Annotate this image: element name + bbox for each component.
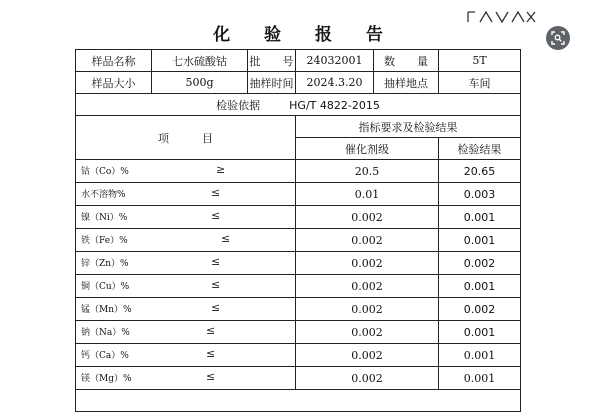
table-row [76,367,521,390]
item-name: 铜（Cu）% [81,282,130,292]
item-cell [76,321,296,344]
result-header: 检验结果 [439,138,521,160]
quantity-value: 5T [439,50,521,72]
item-name: 锰（Mn）% [81,305,132,315]
company-logo-icon [466,10,538,24]
blank-row [76,390,521,412]
report-title: 化 验 报 告 [213,25,397,45]
item-cell [76,206,296,229]
spec-value: 0.002 [296,275,439,298]
limit-symbol: ≤ [211,278,221,291]
result-value: 0.002 [439,252,521,275]
table-row [76,321,521,344]
spec-value: 0.002 [296,367,439,390]
result-value: 0.002 [439,298,521,321]
batch-value: 24032001 [296,50,374,72]
item-name: 锌（Zn）% [81,259,129,269]
basis-label: 检验依据 [216,98,261,112]
spec-value: 0.002 [296,206,439,229]
limit-symbol: ≤ [221,232,231,245]
limit-symbol: ≤ [211,301,221,314]
item-cell [76,298,296,321]
spec-value: 0.002 [296,229,439,252]
item-name: 钙（Ca）% [81,351,129,361]
item-cell [76,160,296,183]
spec-value: 0.002 [296,252,439,275]
item-cell [76,183,296,206]
limit-symbol: ≥ [216,163,226,176]
limit-symbol: ≤ [211,186,221,199]
sampling-place-label: 抽样地点 [374,72,439,94]
result-value: 0.001 [439,367,521,390]
limit-symbol: ≤ [206,370,216,383]
sampling-time-label: 抽样时间 [248,72,296,94]
header-row-1 [76,116,521,138]
limit-symbol: ≤ [206,347,216,360]
item-name: 镍（Ni）% [81,213,128,223]
item-cell [76,252,296,275]
result-value: 20.65 [439,160,521,183]
result-value: 0.001 [439,275,521,298]
result-value: 0.001 [439,229,521,252]
table-row [76,275,521,298]
table-row [76,298,521,321]
result-value: 0.001 [439,206,521,229]
spec-value: 0.002 [296,298,439,321]
sampling-place-value: 车间 [439,72,521,94]
scan-glyph-icon [551,31,565,45]
item-cell [76,344,296,367]
limit-symbol: ≤ [206,324,216,337]
scan-lens-icon[interactable] [546,26,570,50]
item-cell [76,367,296,390]
item-name: 铁（Fe）% [81,236,128,246]
table-row [76,252,521,275]
limit-symbol: ≤ [211,255,221,268]
spec-value: 0.002 [296,344,439,367]
spec-value: 0.01 [296,183,439,206]
sample-name-value: 七水硫酸钴 [152,50,248,72]
info-row-1 [76,50,521,72]
result-value: 0.003 [439,183,521,206]
spec-header: 催化剂级 [296,138,439,160]
item-cell [76,275,296,298]
item-name: 钴（Co）% [81,167,129,177]
report-table [75,49,521,412]
spec-value: 0.002 [296,321,439,344]
spec-value: 20.5 [296,160,439,183]
table-row [76,344,521,367]
sampling-time-value: 2024.3.20 [296,72,374,94]
sample-size-label: 样品大小 [76,72,152,94]
table-row [76,206,521,229]
basis-row [76,94,521,116]
item-cell [76,229,296,252]
limit-symbol: ≤ [211,209,221,222]
basis-standard: HG/T 4822-2015 [289,98,380,112]
info-row-2 [76,72,521,94]
table-row [76,183,521,206]
result-value: 0.001 [439,344,521,367]
table-row [76,160,521,183]
sample-size-value: 500g [152,72,248,94]
spec-group-header: 指标要求及检验结果 [296,116,521,138]
quantity-label: 数 量 [374,50,439,72]
basis-cell [76,94,521,116]
sample-name-label: 样品名称 [76,50,152,72]
item-name: 水不溶物% [81,190,126,200]
batch-label: 批 号 [248,50,296,72]
blank-cell [76,390,521,412]
table-row [76,229,521,252]
result-value: 0.001 [439,321,521,344]
item-name: 钠（Na）% [81,328,130,338]
item-header: 项 目 [76,116,296,160]
item-name: 镁（Mg）% [81,374,132,384]
